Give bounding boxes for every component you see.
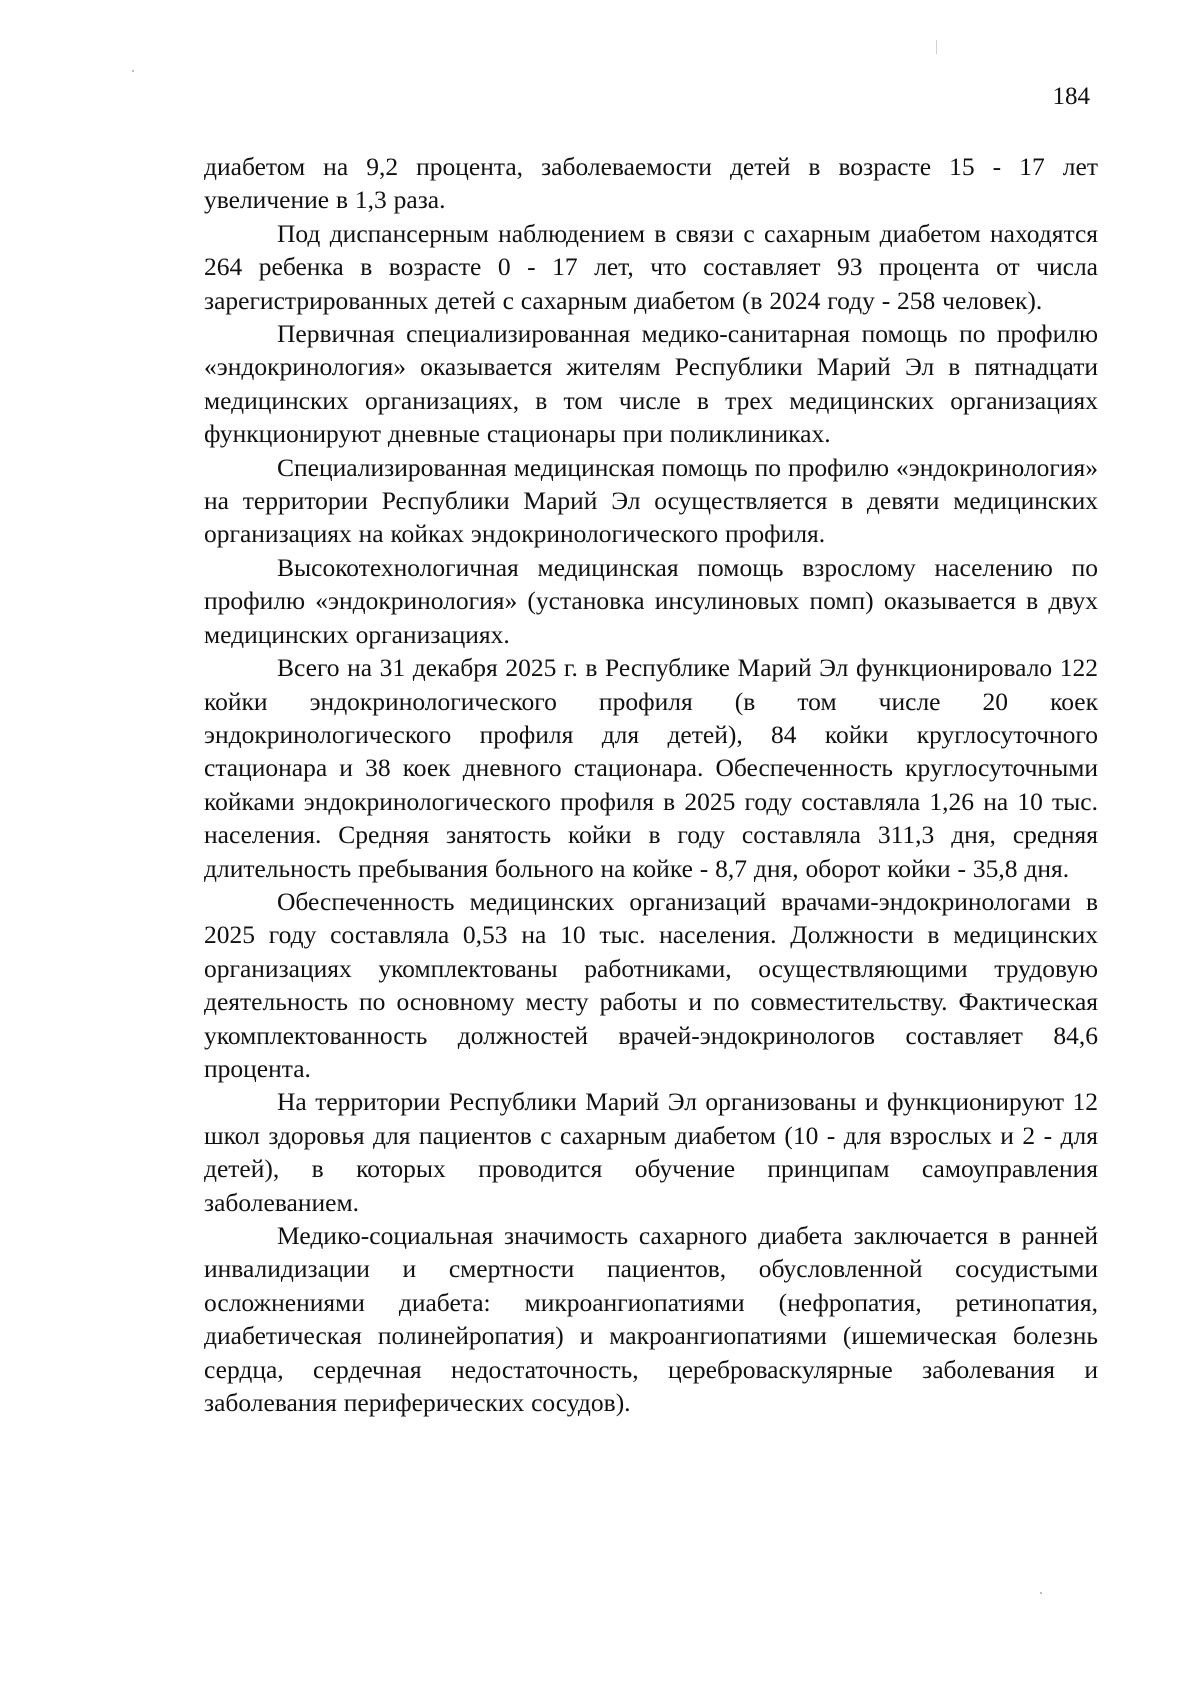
scan-speck (1040, 1592, 1042, 1594)
scan-edge-mark (936, 40, 937, 54)
paragraph: Под диспансерным наблюдением в связи с сахарным диабетом находятся 264 ребенка в возрасте 0 - 17 лет, что составляет 93 процента от числа зарегистрированных детей с сахарным диабетом (в 2024 году - 258 человек). (204, 218, 1098, 315)
paragraph: Высокотехнологичная медицинская помощь взрослому населению по профилю «эндокринология» (установка инсулиновых помп) оказывается в двух медицинских организациях. (204, 552, 1098, 649)
body-text (204, 150, 1098, 1419)
paragraph: Медико-социальная значимость сахарного диабета заключается в ранней инвалидизации и смертности пациентов, обусловленной сосудистыми осложнениями диабета: микроангиопатиями (нефропатия, ретинопатия, диабетическая полинейропатия) и макроангиопатиями (ишемическая болезнь сердца, сердечная недостаточность, цереброваскулярные заболевания и заболевания периферических сосудов). (204, 1221, 1098, 1418)
scan-speck (132, 70, 134, 72)
paragraph-continuation: диабетом на 9,2 процента, заболеваемости детей в возрасте 15 - 17 лет увеличение в 1,3 раза. (204, 152, 1098, 215)
paragraph: На территории Республики Марий Эл организованы и функционируют 12 школ здоровья для пациентов с сахарным диабетом (10 - для взрослых и 2 - для детей), в которых проводится обучение принципам самоуправления заболеванием. (204, 1087, 1098, 1217)
paragraph: Обеспеченность медицинских организаций врачами-эндокринологами в 2025 году составляла 0,53 на 10 тыс. населения. Должности в медицинских организациях укомплектованы работниками, осуществляющими трудовую деятельность по основному месту работы и по совместительству. Фактическая укомплектованность должностей врачей-эндокринологов составляет 84,6 процента. (204, 886, 1098, 1083)
paragraph: Первичная специализированная медико-санитарная помощь по профилю «эндокринология» оказывается жителям Республики Марий Эл в пятнадцати медицинских организациях, в том числе в трех медицинских организациях функционируют дневные стационары при поликлиниках. (204, 319, 1098, 449)
page-number: 184 (1052, 83, 1090, 110)
paragraph: Специализированная медицинская помощь по профилю «эндокринология» на территории Республики Марий Эл осуществляется в девяти медицинских организациях на койках эндокринологического профиля. (204, 452, 1098, 549)
paragraph: Всего на 31 декабря 2025 г. в Республике Марий Эл функционировало 122 койки эндокринологического профиля (в том числе 20 коек эндокринологического профиля для детей), 84 койки круглосуточного стационара и 38 коек дневного стационара. Обеспеченность круглосуточными койками эндокринологического профиля в 2025 году составляла 1,26 на 10 тыс. населения. Средняя занятость койки в году составляла 311,3 дня, средняя длительность пребывания больного на койке - 8,7 дня, оборот койки - 35,8 дня. (204, 653, 1098, 883)
